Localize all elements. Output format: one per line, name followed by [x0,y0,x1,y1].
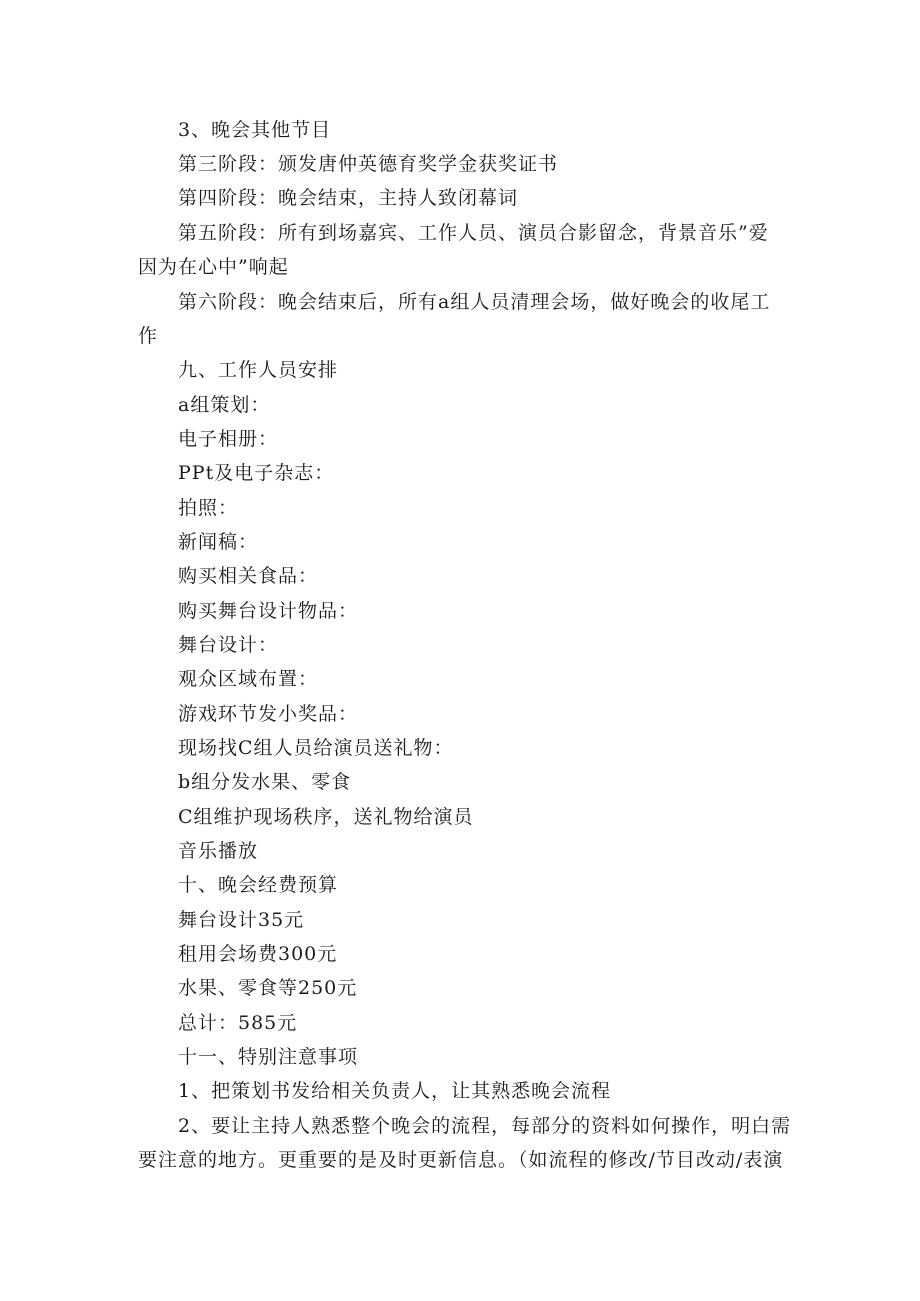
text-line: 要注意的地方。更重要的是及时更新信息。（如流程的修改/节目改动/表演 [138,1149,784,1171]
text-line: 电子相册： [178,428,279,450]
text-line: 第六阶段：晚会结束后，所有a组人员清理会场，做好晚会的收尾工 [178,291,771,313]
text-line: a组策划： [178,394,271,416]
text-line: 新闻稿： [178,531,259,553]
text-line: 作 [138,325,159,347]
section-heading: 九、工作人员安排 [178,359,339,381]
text-line: 2、要让主持人熟悉整个晚会的流程，每部分的资料如何操作，明白需 [178,1115,792,1137]
text-line: 第四阶段：晚会结束，主持人致闭幕词 [178,187,519,209]
section-heading: 十、晚会经费预算 [178,874,339,896]
text-line: 音乐播放 [178,840,259,862]
text-line: 舞台设计35元 [178,909,305,931]
text-line: 第五阶段：所有到场嘉宾、工作人员、演员合影留念，背景音乐”爱 [178,222,769,244]
text-line: 舞台设计： [178,634,279,656]
text-line: 观众区域布置： [178,668,319,690]
text-line: 租用会场费300元 [178,943,338,965]
section-heading: 十一、特别注意事项 [178,1046,359,1068]
text-line: PPt及电子杂志： [178,462,335,484]
text-line: 总计：585元 [178,1012,298,1034]
text-line: 游戏环节发小奖品： [178,703,359,725]
text-line: 水果、零食等250元 [178,977,358,999]
text-line: 因为在心中”响起 [138,256,289,278]
text-line: 购买舞台设计物品： [178,600,359,622]
text-line: 购买相关食品： [178,565,319,587]
text-line: C组维护现场秩序，送礼物给演员 [178,806,474,828]
text-line: 3、晚会其他节目 [178,119,332,141]
text-line: 第三阶段：颁发唐仲英德育奖学金获奖证书 [178,153,559,175]
text-line: 现场找C组人员给演员送礼物： [178,737,454,759]
text-line: 拍照： [178,497,239,519]
text-line: b组分发水果、零食 [178,771,352,793]
text-line: 1、把策划书发给相关负责人，让其熟悉晚会流程 [178,1080,612,1102]
